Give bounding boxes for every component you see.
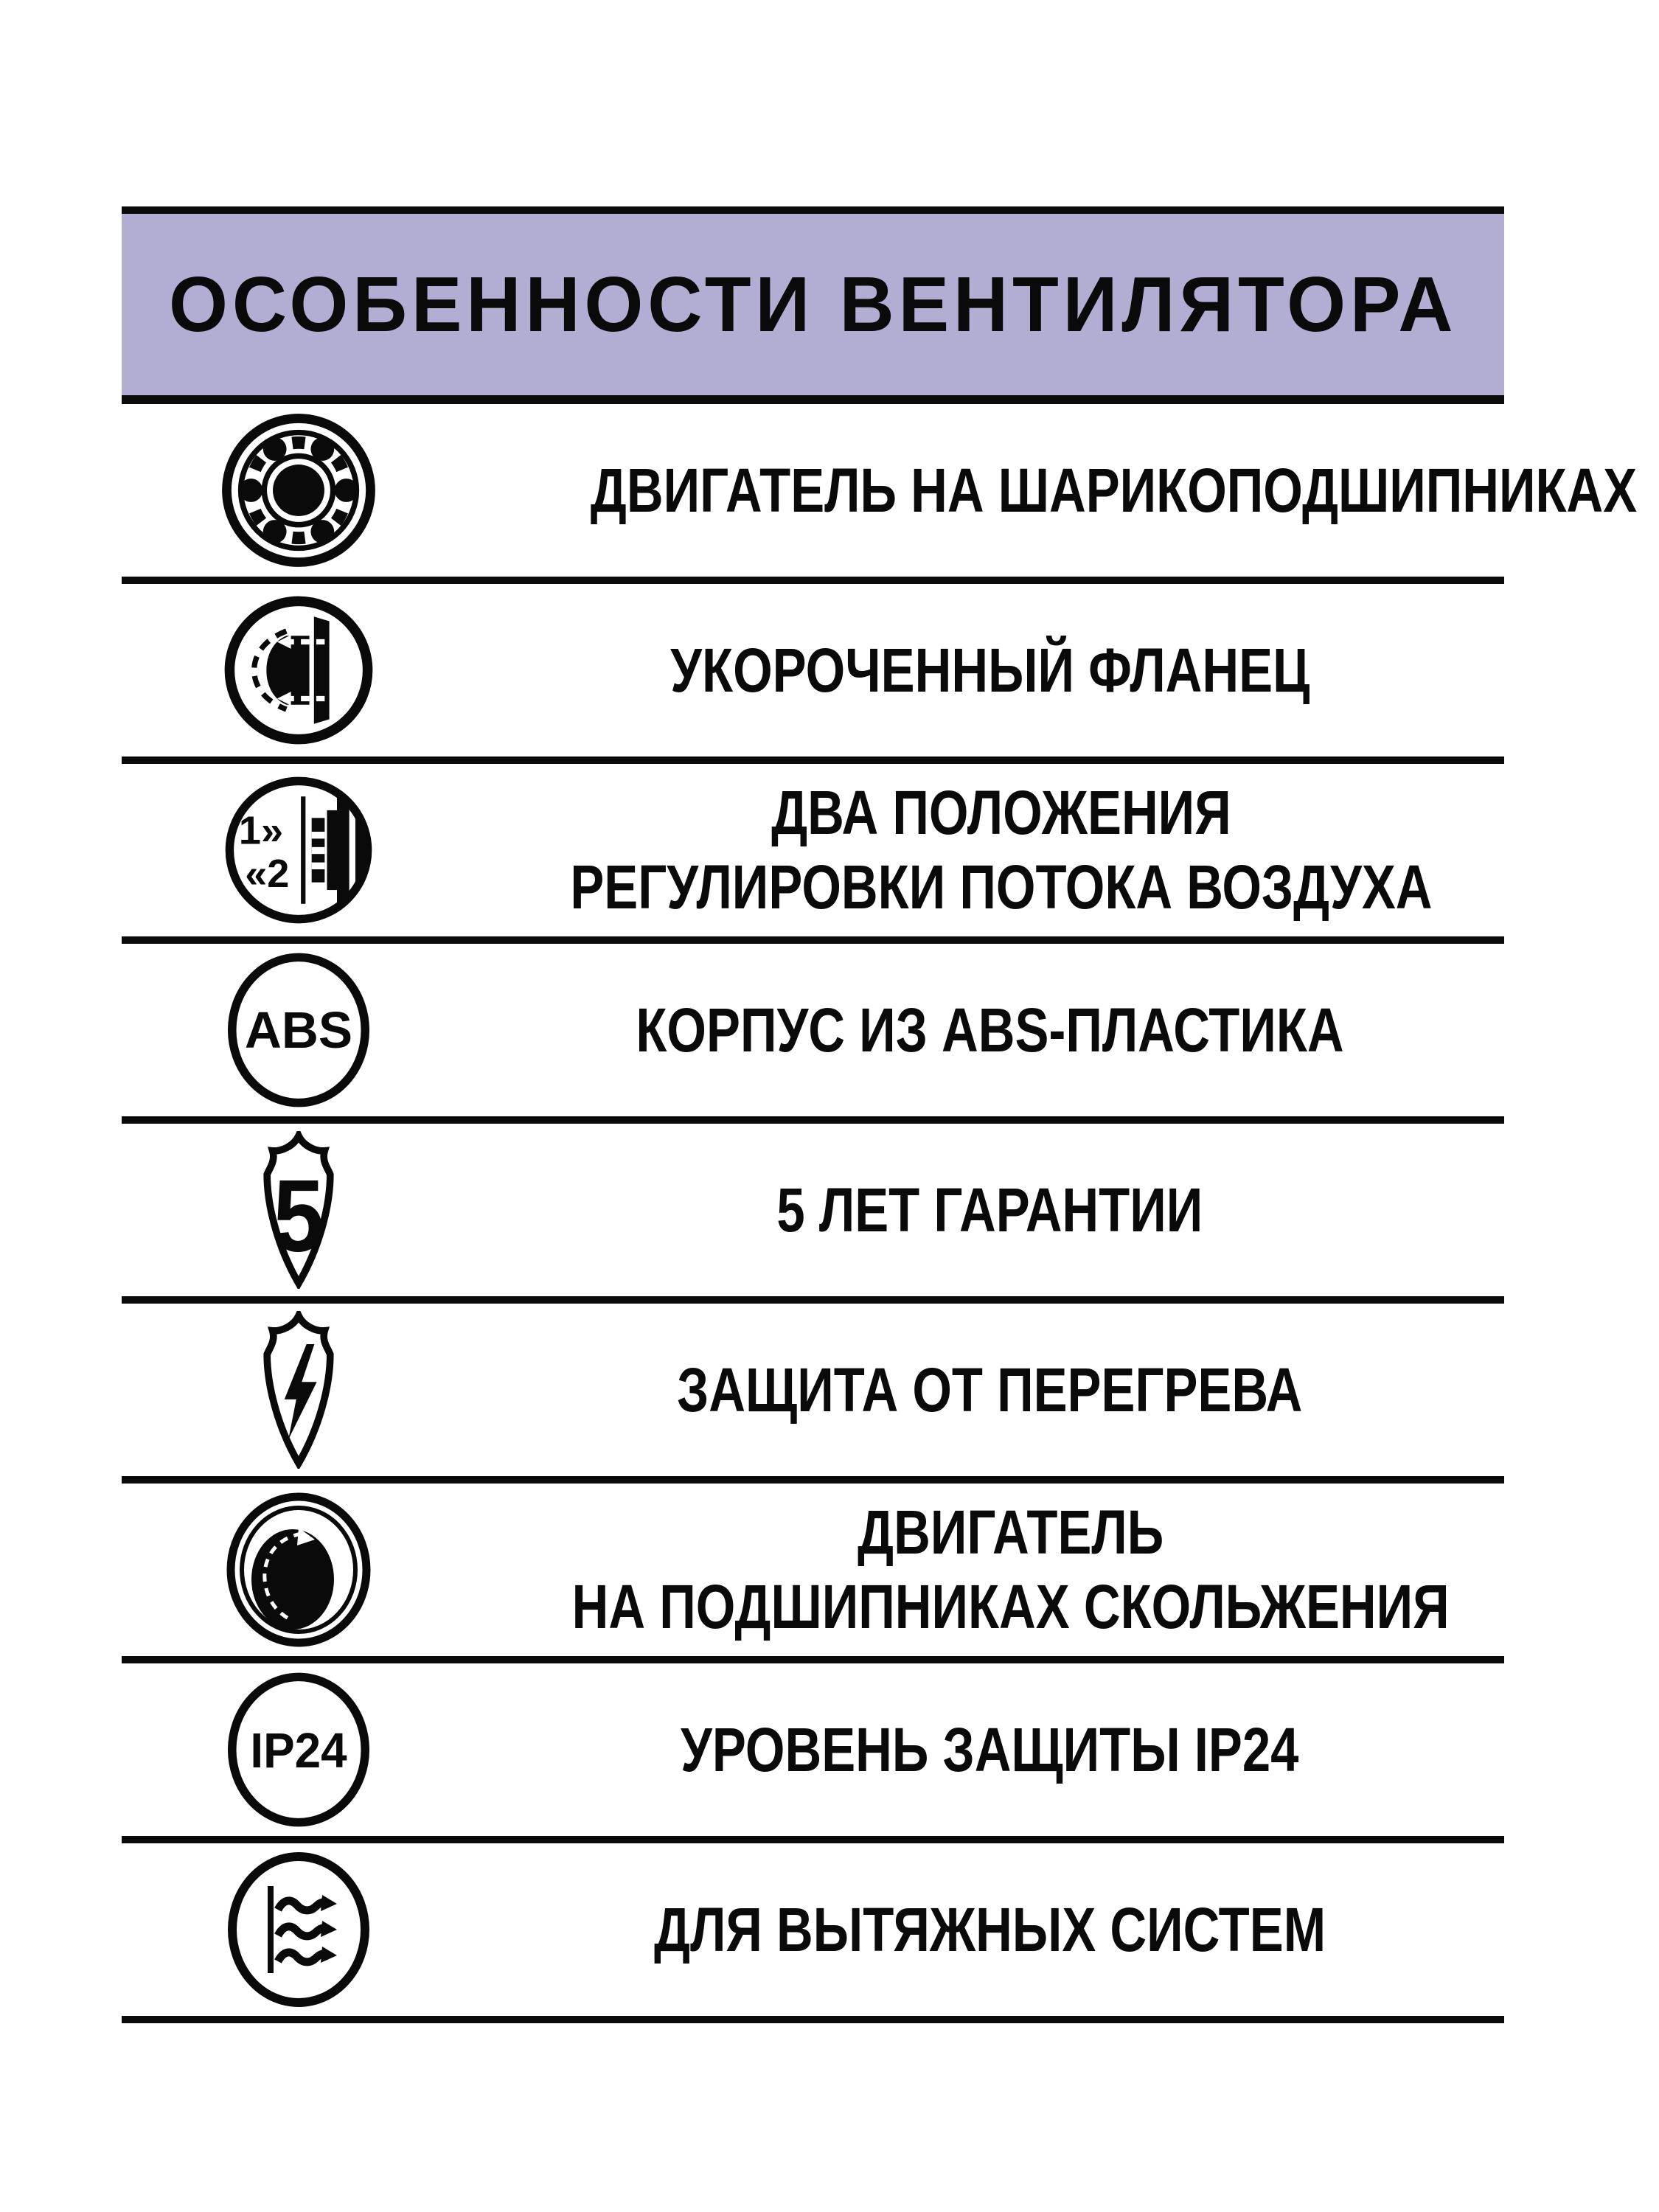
feature-label-cell (476, 453, 1659, 528)
feature-label-cell (476, 776, 1527, 925)
feature-label: КОРПУС ИЗ ABS-ПЛАСТИКА (636, 995, 1344, 1065)
ip24-icon (122, 1672, 476, 1828)
ball-bearing-icon (122, 412, 476, 568)
feature-label-cell (476, 1893, 1504, 1967)
feature-label-cell (476, 993, 1504, 1068)
short-flange-icon (122, 594, 476, 747)
feature-label-cell (476, 1173, 1504, 1248)
feature-label (570, 776, 1432, 925)
feature-row-exhaust-systems (122, 1843, 1504, 2023)
feature-label-cell (476, 1495, 1545, 1644)
speed-1-label: 1» (238, 808, 284, 853)
feature-label: ДВИГАТЕЛЬ НА ШАРИКОПОДШИПНИКАХ (590, 455, 1638, 525)
feature-label-cell (476, 633, 1504, 708)
warranty-years-label: 5 (273, 1158, 324, 1274)
warranty-shield-icon (122, 1131, 476, 1289)
feature-label-line: ДВИГАТЕЛЬ (858, 1498, 1164, 1568)
abs-plastic-icon (122, 952, 476, 1108)
feature-row-ball-bearings (122, 404, 1638, 584)
feature-row-abs-plastic (122, 944, 1504, 1124)
feature-label: УРОВЕНЬ ЗАЩИТЫ IP24 (681, 1714, 1299, 1784)
feature-row-two-positions (122, 764, 1504, 944)
feature-label: 5 ЛЕТ ГАРАНТИИ (776, 1175, 1203, 1245)
header-banner (122, 206, 1504, 404)
airflow-waves-icon (278, 1895, 337, 1963)
feature-row-ip24 (122, 1663, 1504, 1843)
feature-label: УКОРОЧЕННЫЙ ФЛАНЕЦ (669, 635, 1310, 705)
speed-2-label: «2 (245, 851, 290, 896)
feature-label-cell (476, 1713, 1504, 1787)
overheat-protection-icon (122, 1311, 476, 1469)
feature-row-sleeve-bearings (122, 1484, 1504, 1663)
feature-row-short-flange (122, 584, 1504, 764)
feature-label-cell (476, 1353, 1504, 1427)
ip24-label: IP24 (250, 1722, 347, 1778)
feature-label: ЗАЩИТА ОТ ПЕРЕГРЕВА (677, 1354, 1303, 1425)
two-speed-icon (122, 773, 476, 927)
abs-label: ABS (244, 1001, 353, 1060)
feature-row-overheat-protection (122, 1304, 1504, 1484)
feature-label (572, 1495, 1450, 1644)
content-column (122, 206, 1638, 2023)
feature-label-line: ДВА ПОЛОЖЕНИЯ (771, 778, 1231, 848)
page-title: ОСОБЕННОСТИ ВЕНТИЛЯТОРА (168, 260, 1458, 348)
feature-row-warranty (122, 1124, 1504, 1304)
exhaust-system-icon (122, 1851, 476, 2008)
sleeve-bearing-icon (122, 1491, 476, 1649)
feature-label: ДЛЯ ВЫТЯЖНЫХ СИСТЕМ (653, 1894, 1326, 1964)
feature-label-line: РЕГУЛИРОВКИ ПОТОКА ВОЗДУХА (570, 852, 1433, 922)
feature-label-line: НА ПОДШИПНИКАХ СКОЛЬЖЕНИЯ (571, 1572, 1450, 1641)
lightning-icon (285, 1344, 317, 1439)
